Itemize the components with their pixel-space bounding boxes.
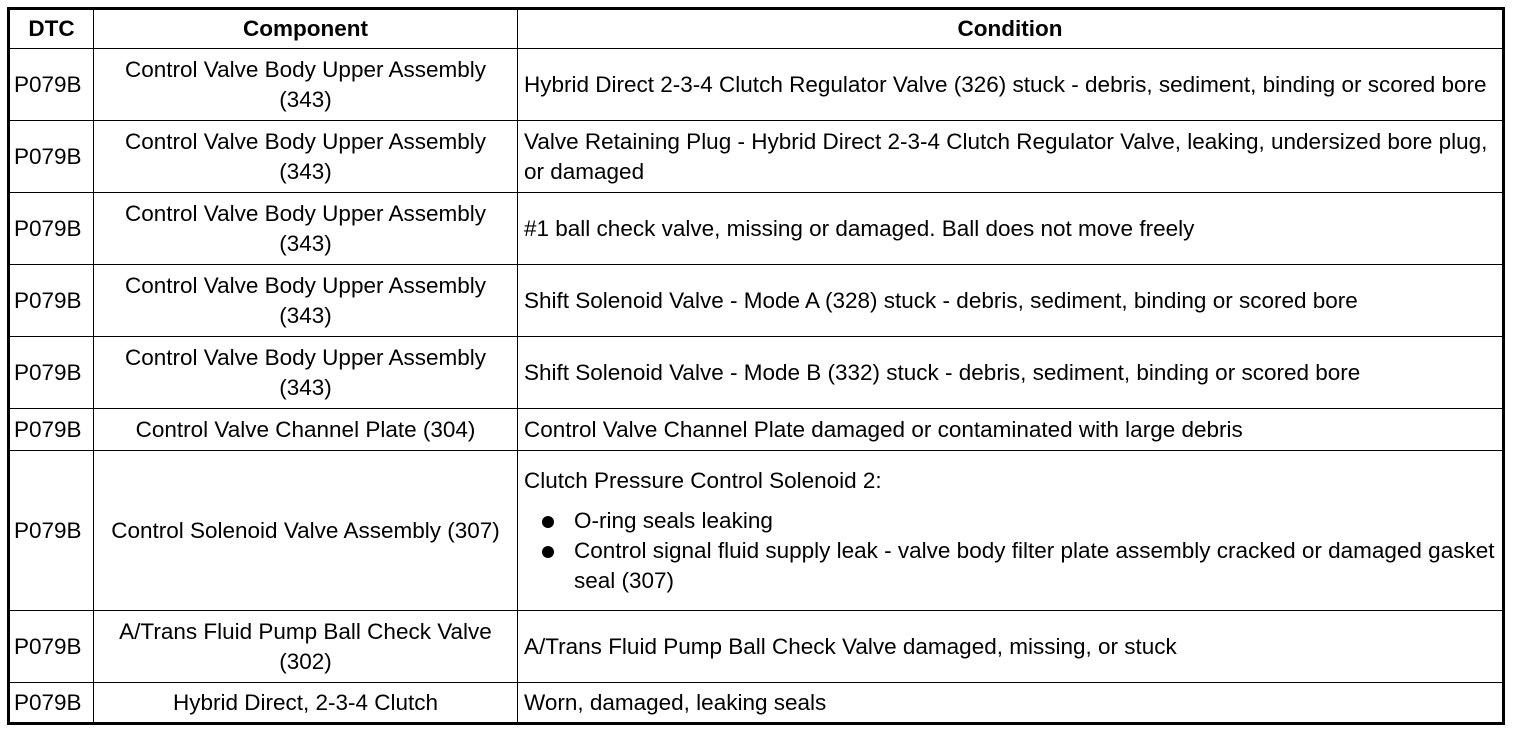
table-row [10,409,1503,451]
list-item [524,506,1496,536]
condition-cell [518,451,1503,611]
table-row [10,265,1503,337]
table-row [10,121,1503,193]
table-row [10,49,1503,121]
component-cell: Control Valve Channel Plate (304) [94,409,518,451]
header-condition: Condition [518,10,1503,49]
bullet-text: Control signal fluid supply leak - valve body filter plate assembly cracked or damaged gasket seal (307) [574,537,1495,593]
condition-cell: Control Valve Channel Plate damaged or contaminated with large debris [518,409,1503,451]
table-row [10,193,1503,265]
component-cell: Control Valve Body Upper Assembly (343) [94,49,518,121]
condition-bullet-list [524,506,1496,596]
dtc-cell: P079B [10,683,94,723]
condition-cell: #1 ball check valve, missing or damaged. Ball does not move freely [518,193,1503,265]
component-cell: A/Trans Fluid Pump Ball Check Valve (302) [94,611,518,683]
table-row [10,683,1503,723]
condition-cell: Valve Retaining Plug - Hybrid Direct 2-3-4 Clutch Regulator Valve, leaking, undersized bore plug, or damaged [518,121,1503,193]
component-cell: Control Solenoid Valve Assembly (307) [94,451,518,611]
bullet-text: O-ring seals leaking [574,507,773,533]
header-dtc: DTC [10,10,94,49]
condition-cell: A/Trans Fluid Pump Ball Check Valve damaged, missing, or stuck [518,611,1503,683]
component-cell: Hybrid Direct, 2-3-4 Clutch [94,683,518,723]
table-header-row [10,10,1503,49]
component-cell: Control Valve Body Upper Assembly (343) [94,337,518,409]
bullet-icon [542,546,554,558]
dtc-cell: P079B [10,265,94,337]
dtc-cell: P079B [10,121,94,193]
dtc-cell: P079B [10,337,94,409]
bullet-icon [542,516,554,528]
dtc-cell: P079B [10,451,94,611]
header-component: Component [94,10,518,49]
dtc-cell: P079B [10,49,94,121]
component-cell: Control Valve Body Upper Assembly (343) [94,265,518,337]
table-row [10,611,1503,683]
table-row [10,337,1503,409]
condition-cell: Shift Solenoid Valve - Mode A (328) stuck - debris, sediment, binding or scored bore [518,265,1503,337]
dtc-table [9,9,1503,723]
component-cell: Control Valve Body Upper Assembly (343) [94,121,518,193]
condition-cell: Shift Solenoid Valve - Mode B (332) stuck - debris, sediment, binding or scored bore [518,337,1503,409]
condition-intro: Clutch Pressure Control Solenoid 2: [524,467,882,493]
list-item [524,536,1496,596]
component-cell: Control Valve Body Upper Assembly (343) [94,193,518,265]
table-row [10,451,1503,611]
condition-cell: Hybrid Direct 2-3-4 Clutch Regulator Valve (326) stuck - debris, sediment, binding or scored bore [518,49,1503,121]
dtc-cell: P079B [10,193,94,265]
dtc-cell: P079B [10,409,94,451]
condition-cell: Worn, damaged, leaking seals [518,683,1503,723]
dtc-cell: P079B [10,611,94,683]
dtc-table-frame [7,7,1505,725]
